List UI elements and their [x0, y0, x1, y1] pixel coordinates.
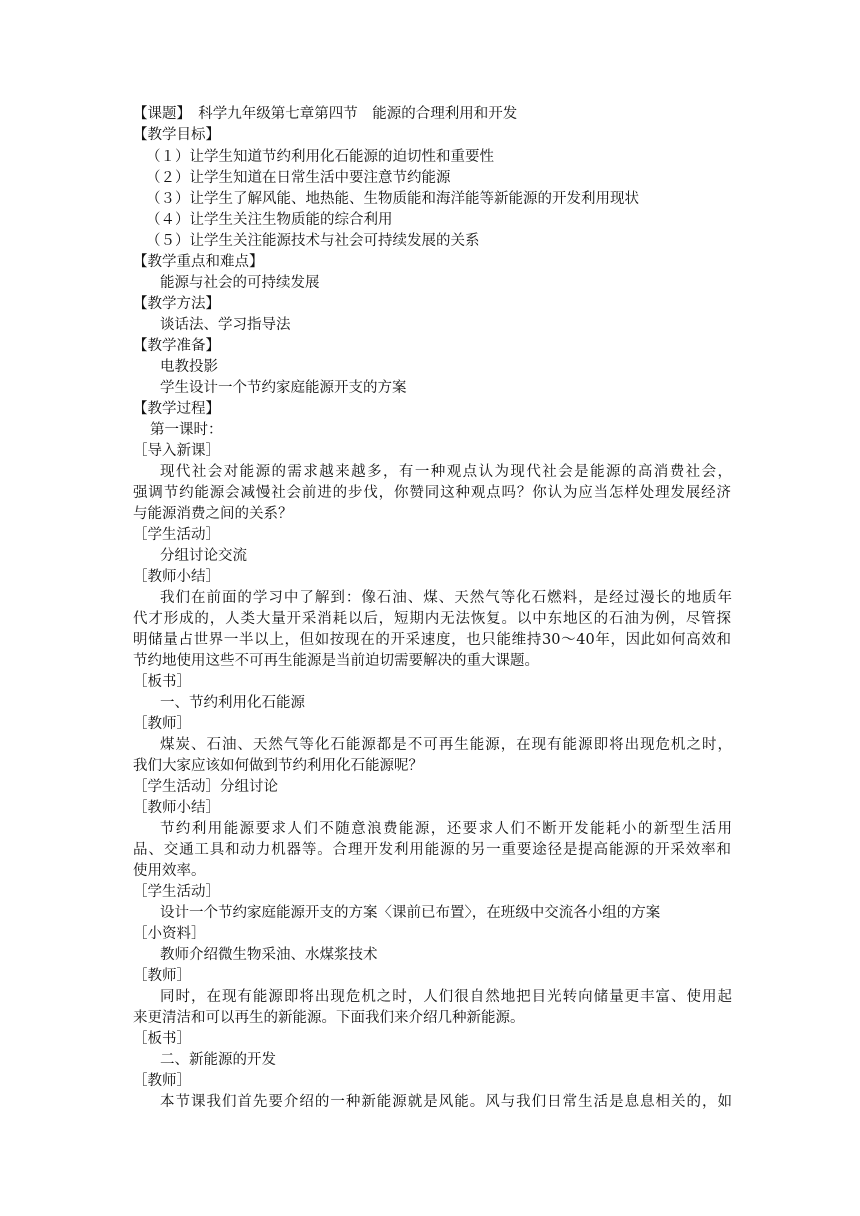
goal-item: （１）让学生知道节约利用化石能源的迫切性和重要性 [146, 149, 494, 165]
key-points-text: 能源与社会的可持续发展 [160, 275, 320, 291]
intro-text: 与能源消费之间的关系？ [133, 506, 293, 522]
goals-heading: 【教学目标】 [133, 127, 220, 143]
activity-line: ［学生活动］分组讨论 [133, 779, 278, 795]
lesson-one-label: 第一课时： [150, 422, 223, 438]
summary-text: 使用效率。 [133, 863, 206, 879]
info-text: 教师介绍微生物采油、水煤浆技术 [160, 947, 378, 963]
goal-item: （２）让学生知道在日常生活中要注意节约能源 [146, 170, 451, 186]
summary-text: 代才形成的，人类大量开采消耗以后，短期内无法恢复。以中东地区的石油为例，尽管探 [133, 611, 731, 627]
lesson-topic: 【课题】 科学九年级第七章第四节 能源的合理利用和开发 [133, 106, 518, 122]
goal-item: （３）让学生了解风能、地热能、生物质能和海洋能等新能源的开发利用现状 [146, 191, 639, 207]
board-text: 一、节约利用化石能源 [160, 695, 305, 711]
process-heading: 【教学过程】 [133, 401, 220, 417]
prep-item: 电教投影 [160, 359, 218, 375]
teacher-text: 同时，在现有能源即将出现危机之时，人们很自然地把目光转向储量更丰富、使用起 [160, 989, 732, 1005]
goal-item: （５）让学生关注能源技术与社会可持续发展的关系 [146, 233, 480, 249]
teacher-text: 我们大家应该如何做到节约利用化石能源呢？ [133, 758, 423, 774]
activity-text: 分组讨论交流 [160, 548, 247, 564]
teacher-text: 煤炭、石油、天然气等化石能源都是不可再生能源，在现有能源即将出现危机之时， [160, 737, 732, 753]
teacher-tag: ［教师］ [133, 716, 191, 732]
teacher-text: 本节课我们首先要介绍的一种新能源就是风能。风与我们日常生活是息息相关的，如 [160, 1094, 732, 1110]
intro-tag: ［导入新课］ [133, 443, 220, 459]
summary-text: 明储量占世界一半以上，但如按现在的开采速度，也只能维持30～40年，因此如何高效和 [133, 632, 731, 648]
summary-text: 品、交通工具和动力机器等。合理开发利用能源的另一重要途径是提高能源的开采效率和 [133, 842, 731, 858]
prep-heading: 【教学准备】 [133, 338, 220, 354]
board-tag: ［板书］ [133, 674, 191, 690]
activity-text: 设计一个节约家庭能源开支的方案〈课前已布置〉，在班级中交流各小组的方案 [160, 905, 661, 921]
goal-item: （４）让学生关注生物质能的综合利用 [146, 212, 393, 228]
method-text: 谈话法、学习指导法 [160, 317, 291, 333]
method-heading: 【教学方法】 [133, 296, 220, 312]
summary-text: 节约利用能源要求人们不随意浪费能源，还要求人们不断开发能耗小的新型生活用 [160, 821, 732, 837]
info-tag: ［小资料］ [133, 926, 206, 942]
board-tag: ［板书］ [133, 1031, 191, 1047]
teacher-tag: ［教师］ [133, 1073, 191, 1089]
intro-text: 强调节约能源会减慢社会前进的步伐，你赞同这种观点吗？你认为应当怎样处理发展经济 [133, 485, 731, 501]
teacher-tag: ［教师］ [133, 968, 191, 984]
intro-text: 现代社会对能源的需求越来越多，有一种观点认为现代社会是能源的高消费社会， [160, 464, 732, 480]
summary-text: 节约地使用这些不可再生能源是当前迫切需要解决的重大课题。 [133, 653, 539, 669]
teacher-text: 来更清洁和可以再生的新能源。下面我们来介绍几种新能源。 [133, 1010, 525, 1026]
key-points-heading: 【教学重点和难点】 [133, 254, 264, 270]
summary-tag: ［教师小结］ [133, 800, 220, 816]
prep-item: 学生设计一个节约家庭能源开支的方案 [160, 380, 407, 396]
activity-tag: ［学生活动］ [133, 527, 220, 543]
activity-tag: ［学生活动］ [133, 884, 220, 900]
summary-text: 我们在前面的学习中了解到：像石油、煤、天然气等化石燃料，是经过漫长的地质年 [160, 590, 732, 606]
board-text: 二、新能源的开发 [160, 1052, 276, 1068]
summary-tag: ［教师小结］ [133, 569, 220, 585]
